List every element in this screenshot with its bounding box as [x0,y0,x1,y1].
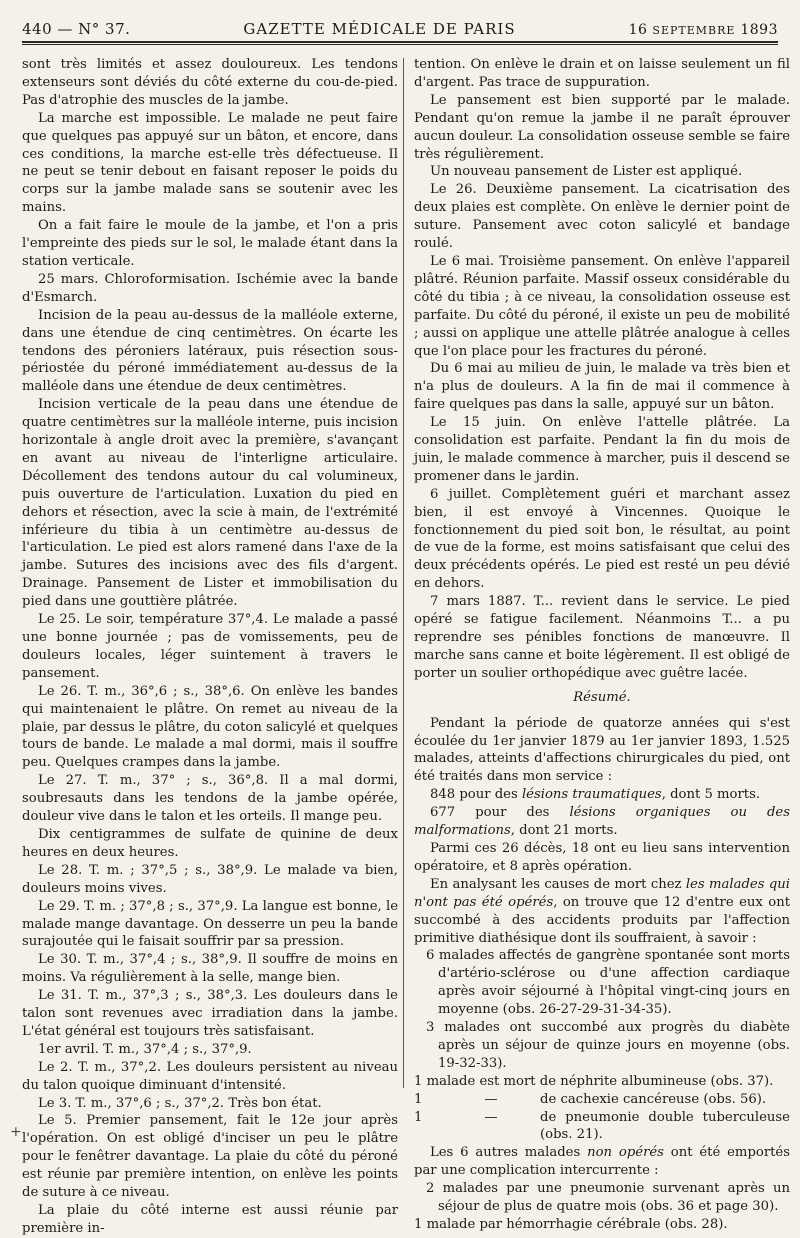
paragraph: Le 28. T. m. ; 37°,5 ; s., 38°,9. Le malade va bien, douleurs moins vives. [22,862,398,896]
paragraph: La marche est impossible. Le malade ne peut faire que quelques pas appuyé sur un bâton, et encore, dans ces conditions, la marche est-elle très défectueuse. Il ne peut se tenir debout en faisant reposer le poids du corps sur la jambe malade sans se soutenir avec les mains. [22,110,398,216]
paragraph: La plaie du côté interne est aussi réunie par première in- [22,1203,398,1236]
crosshair-icon: + [10,1124,22,1140]
right-column [414,56,790,1234]
journal-title: GAZETTE MÉDICALE DE PARIS [243,20,516,38]
list-item: 1 malade par hémorrhagie cérébrale (obs. 28). [414,1217,728,1232]
paragraph: Du 6 mai au milieu de juin, le malade va très bien et n'a plus de douleurs. A la fin de mai il commence à faire quelques pas dans la salle, appuyé sur un bâton. [414,361,790,413]
paragraph: 6 juillet. Complètement guéri et marchant assez bien, il est envoyé à Vincennes. Quoique le fonctionnement du pied soit bon, le résultat, au point de vue de la forme, est moins satisfaisant que celui des deux précédents opérés. Le pied est resté un peu dévié en dehors. [414,486,790,592]
paragraph: Le 5. Premier pansement, fait le 12e jour après l'opération. On est obligé d'inciser un peu le plâtre pour le fenêtrer davantage. La plaie du côté du péroné est réunie par première intention, on enlève les points de suture à ce niveau. [22,1113,398,1201]
paragraph: Incision verticale de la peau dans une étendue de quatre centimètres sur la malléole interne, puis incision horizontale à angle droit avec la première, s'avançant en avant au niveau de l'interligne articulaire. Décollement des tendons autour du cal volumineux, puis ouverture de l'articulation. Luxation du pied en dehors et résection, avec la scie à main, de l'extrémité inférieure du tibia à un centimètre au-dessus de l'articulation. Le pied est alors ramené dans l'axe de la jambe. Sutures des incisions avec des fils d'argent. Drainage. Pansement de Lister et immobilisation du pied dans une gouttière plâtrée. [22,397,398,610]
paragraph: On a fait faire le moule de la jambe, et l'on a pris l'empreinte des pieds sur le sol, le malade étant dans la station verticale. [22,218,398,269]
paragraph: Le 26. Deuxième pansement. La cicatrisation des deux plaies est complète. On enlève le dernier point de suture. Pansement avec coton salicylé et bandage roulé. [414,182,790,252]
list-item: 1 — de pneumonie double tuberculeuse (obs. 21). [414,1109,790,1143]
column-divider [403,58,404,1088]
paragraph: Incision de la peau au-dessus de la malléole externe, dans une étendue de cinq centimètres. On écarte les tendons des péroniers latéraux, puis résection sous-périostée du péroné immédiatement au-dessus de la malléole dans une étendue de deux centimètres. [22,307,398,395]
paragraph: Le 25. Le soir, température 37°,4. Le malade a passé une bonne journée ; pas de vomissements, peu de douleurs locales, léger suintement à travers le pansement. [22,612,398,681]
page-number: 440 — N° 37. [22,20,131,38]
paragraph: Le 29. T. m. ; 37°,8 ; s., 37°,9. La langue est bonne, le malade mange davantage. On desserre un peu la bande surajoutée qui le faisait souffrir par sa pression. [22,898,398,950]
list-item: 1 malade est mort de néphrite albumineuse (obs. 37). [414,1073,774,1089]
paragraph: En analysant les causes de mort chez les malades qui n'ont pas été opérés, on trouve que 12 d'entre eux ont succombé à des accidents produits par l'affection primitive diathésique dont ils souffraient, à savoir : [414,876,790,946]
paragraph: Le 30. T. m., 37°,4 ; s., 38°,9. Il souffre de moins en moins. Va régulièrement à la selle, mange bien. [22,952,398,986]
paragraph: Parmi ces 26 décès, 18 ont eu lieu sans intervention opératoire, et 8 après opération. [414,840,790,874]
paragraph: Le 27. T. m., 37° ; s., 36°,8. Il a mal dormi, soubresauts dans les tendons de la jambe opérée, douleur vive dans le talon et les orteils. Il mange peu. [22,773,398,825]
paragraph: Le 6 mai. Troisième pansement. On enlève l'appareil plâtré. Réunion parfaite. Massif osseux considérable du côté du tibia ; à ce niveau, la consolidation osseuse est parfaite. Du côté du péroné, il existe un peu de mobilité ; aussi on applique une attelle plâtrée analogue à celles que l'on place pour les fractures du péroné. [414,253,790,359]
paragraph: 1er avril. T. m., 37°,4 ; s., 37°,9. [38,1041,252,1057]
paragraph: 677 pour des lésions organiques ou des malformations, dont 21 morts. [414,805,790,839]
paragraph: Un nouveau pansement de Lister est appliqué. [430,164,743,180]
paragraph: Dix centigrammes de sulfate de quinine de deux heures en deux heures. [22,826,398,860]
paragraph: 7 mars 1887. T... revient dans le service. Le pied opéré se fatigue facilement. Néanmoins T... a pu reprendre ses pénibles fonctions de manœuvre. Il marche sans canne et boite légèrement. Il est obligé de porter un soulier orthopédique avec guêtre lacée. [414,594,790,681]
paragraph: Le 3. T. m., 37°,6 ; s., 37°,2. Très bon état. [38,1095,322,1111]
issue-date: 16 SEPTEMBRE 1893 [628,22,778,38]
paragraph: Le pansement est bien supporté par le malade. Pendant qu'on remue la jambe il ne paraît éprouver aucun douleur. La consolidation osseuse semble se faire très régulièrement. [414,92,790,162]
paragraph: Le 26. T. m., 36°,6 ; s., 38°,6. On enlève les bandes qui maintenaient le plâtre. On remet au niveau de la plaie, par dessus le plâtre, du coton salicylé et quelques tours de bande. Le malade a mal dormi, mais il souffre peu. Quelques crampes dans la jambe. [22,683,398,771]
header-rule [22,44,778,45]
paragraph: Pendant la période de quatorze années qui s'est écoulée du 1er janvier 1879 au 1er janvier 1893, 1.525 malades, atteints d'affections chirurgicales du pied, ont été traités dans mon service : [414,715,790,785]
paragraph: Le 15 juin. On enlève l'attelle plâtrée. La consolidation est parfaite. Pendant la fin du mois de juin, le malade commence à marcher, puis il descend se promener dans le jardin. [414,415,790,484]
list-item: 1 — de cachexie cancéreuse (obs. 56). [414,1091,767,1107]
paragraph: Le 31. T. m., 37°,3 ; s., 38°,3. Les douleurs dans le talon sont revenues avec irradiation dans la jambe. L'état général est toujours très satisfaisant. [22,988,398,1039]
section-title: Résumé. [573,689,631,705]
left-column [22,56,398,1238]
page-header [22,12,778,43]
paragraph: 25 mars. Chloroformisation. Ischémie avec la bande d'Esmarch. [22,271,398,305]
paragraph: Le 2. T. m., 37°,2. Les douleurs persistent au niveau du talon quoique diminuant d'intensité. [22,1059,398,1093]
paragraph: tention. On enlève le drain et on laisse seulement un fil d'argent. Pas trace de suppuration. [414,57,790,90]
list-item: 3 malades ont succombé aux progrès du diabète après un séjour de quinze jours en moyenne (obs. 19-32-33). [426,1020,790,1071]
paragraph: sont très limités et assez douloureux. Les tendons extenseurs sont déviés du côté externe du cou-de-pied. Pas d'atrophie des muscles de la jambe. [22,57,398,108]
list-item: 2 malades par une pneumonie survenant après un séjour de plus de quatre mois (obs. 36 et page 30). [426,1181,790,1215]
paragraph: Les 6 autres malades non opérés ont été emportés par une complication intercurrente : [414,1145,790,1179]
paragraph: 848 pour des lésions traumatiques, dont 5 morts. [430,787,761,803]
list-item: 6 malades affectés de gangrène spontanée sont morts d'artério-sclérose ou d'une affection cardiaque après avoir séjourné à l'hôpital vingt-cinq jours en moyenne (obs. 26-27-29-31-34-35). [426,948,790,1018]
